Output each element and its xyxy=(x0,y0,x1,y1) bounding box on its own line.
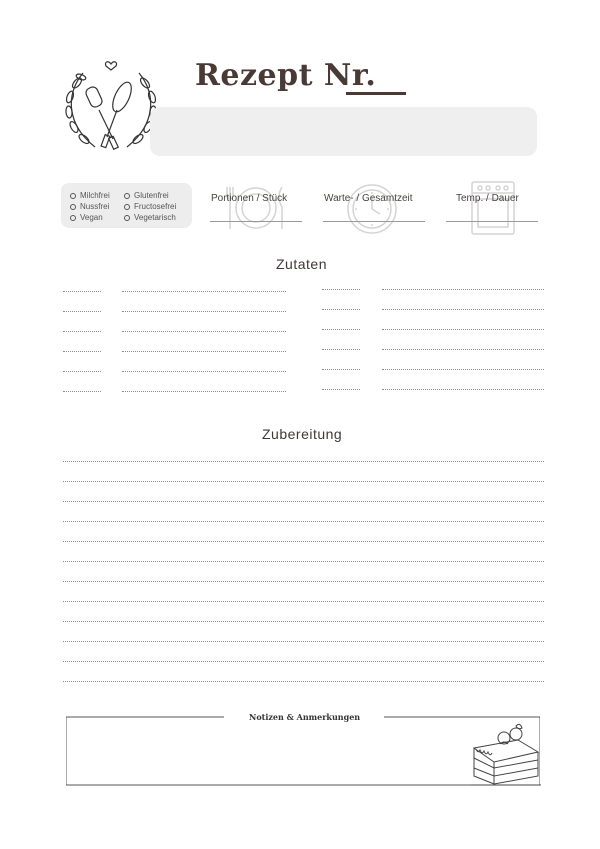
diet-option-vegan[interactable]: Vegan xyxy=(70,213,110,222)
checkbox-circle-icon[interactable] xyxy=(70,215,76,221)
recipe-name-field[interactable] xyxy=(150,107,537,156)
diet-option-nut-free[interactable]: Nussfrei xyxy=(70,202,110,211)
logo-wreath-icon xyxy=(55,55,165,160)
diet-option-milk-free[interactable]: Milchfrei xyxy=(70,191,110,200)
checkbox-circle-icon[interactable] xyxy=(70,204,76,210)
preparation-line[interactable] xyxy=(63,481,544,482)
preparation-line[interactable] xyxy=(63,521,544,522)
ingredient-name-line[interactable] xyxy=(382,329,544,330)
cake-slice-icon xyxy=(470,722,542,786)
ingredient-amount-line[interactable] xyxy=(63,331,101,332)
recipe-number-line[interactable] xyxy=(346,92,406,95)
diet-options-box xyxy=(61,183,192,228)
ingredient-name-line[interactable] xyxy=(122,391,286,392)
diet-option-vegetarian[interactable]: Vegetarisch xyxy=(124,213,176,222)
temp-label: Temp. / Dauer xyxy=(456,193,519,204)
temp-line[interactable] xyxy=(446,221,538,222)
notes-heading: Notizen & Anmerkungen xyxy=(249,712,361,722)
ingredient-name-line[interactable] xyxy=(382,289,544,290)
ingredient-amount-line[interactable] xyxy=(322,329,360,330)
checkbox-circle-icon[interactable] xyxy=(124,193,130,199)
preparation-line[interactable] xyxy=(63,661,544,662)
ingredient-name-line[interactable] xyxy=(382,389,544,390)
preparation-lines xyxy=(63,461,544,691)
preparation-line[interactable] xyxy=(63,541,544,542)
ingredient-name-line[interactable] xyxy=(382,349,544,350)
ingredient-amount-line[interactable] xyxy=(63,351,101,352)
page-title: Rezept Nr. xyxy=(195,58,377,93)
ingredient-amount-line[interactable] xyxy=(322,369,360,370)
time-line[interactable] xyxy=(323,221,425,222)
preparation-line[interactable] xyxy=(63,581,544,582)
notes-box[interactable] xyxy=(66,712,540,786)
portions-line[interactable] xyxy=(210,221,302,222)
ingredient-name-line[interactable] xyxy=(122,311,286,312)
checkbox-circle-icon[interactable] xyxy=(70,193,76,199)
ingredient-name-line[interactable] xyxy=(122,351,286,352)
preparation-line[interactable] xyxy=(63,621,544,622)
ingredient-amount-line[interactable] xyxy=(322,349,360,350)
ingredient-name-line[interactable] xyxy=(122,291,286,292)
ingredient-amount-line[interactable] xyxy=(322,289,360,290)
preparation-line[interactable] xyxy=(63,681,544,682)
plate-cutlery-icon xyxy=(224,183,288,233)
ingredient-amount-line[interactable] xyxy=(322,389,360,390)
checkbox-circle-icon[interactable] xyxy=(124,215,130,221)
ingredient-name-line[interactable] xyxy=(382,309,544,310)
ingredient-amount-line[interactable] xyxy=(63,291,101,292)
preparation-heading: Zubereitung xyxy=(262,426,343,442)
clock-icon xyxy=(346,178,398,236)
ingredient-amount-line[interactable] xyxy=(63,311,101,312)
ingredient-amount-line[interactable] xyxy=(322,309,360,310)
ingredient-name-line[interactable] xyxy=(382,369,544,370)
preparation-line[interactable] xyxy=(63,561,544,562)
ingredients-heading: Zutaten xyxy=(276,256,327,272)
ingredient-amount-line[interactable] xyxy=(63,391,101,392)
ingredient-name-line[interactable] xyxy=(122,331,286,332)
diet-option-fructose-free[interactable]: Fructosefrei xyxy=(124,202,176,211)
checkbox-circle-icon[interactable] xyxy=(124,204,130,210)
preparation-line[interactable] xyxy=(63,501,544,502)
diet-option-gluten-free[interactable]: Glutenfrei xyxy=(124,191,176,200)
ingredient-amount-line[interactable] xyxy=(63,371,101,372)
ingredient-name-line[interactable] xyxy=(122,371,286,372)
oven-icon xyxy=(470,180,516,236)
preparation-line[interactable] xyxy=(63,461,544,462)
preparation-line[interactable] xyxy=(63,641,544,642)
portions-label: Portionen / Stück xyxy=(211,193,288,204)
preparation-line[interactable] xyxy=(63,601,544,602)
time-label: Warte- / Gesamtzeit xyxy=(324,193,413,204)
